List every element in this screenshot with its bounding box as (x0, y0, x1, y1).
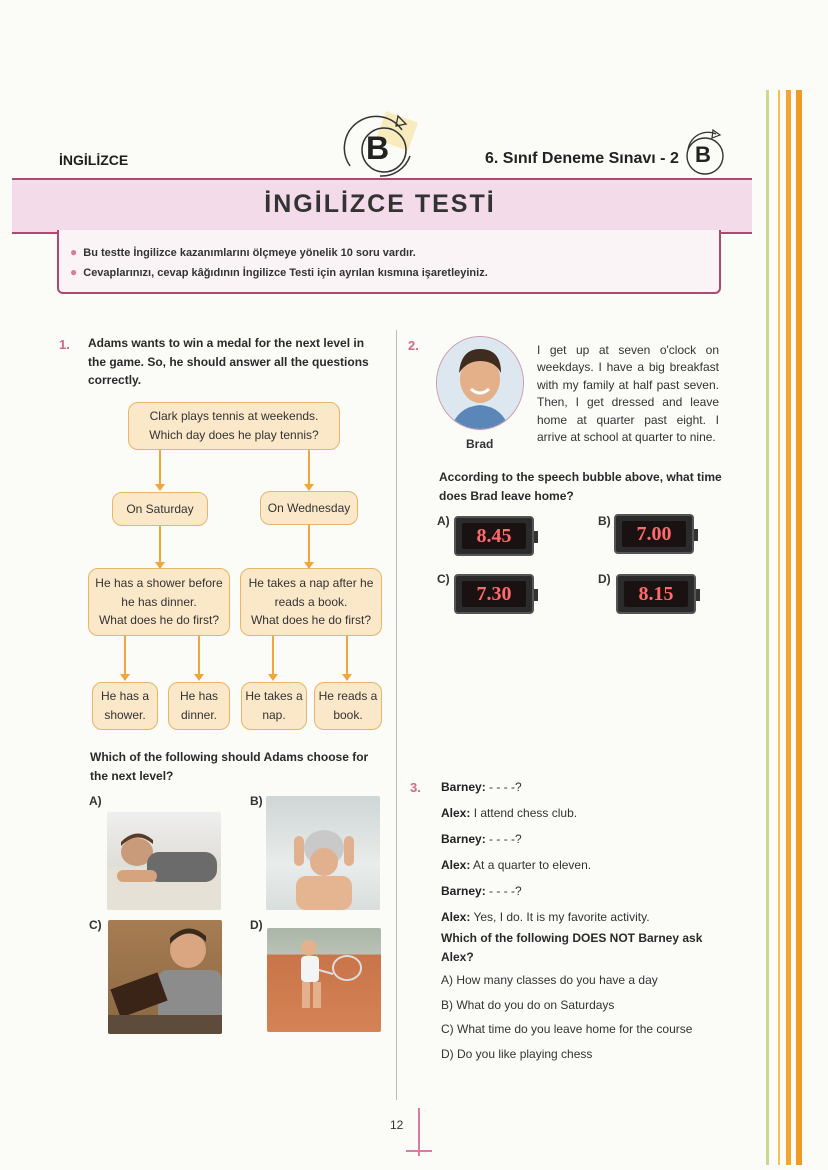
dialogue-line (441, 806, 577, 820)
flow-text: book. (333, 708, 363, 722)
q2-option-b-label: B) (598, 514, 611, 528)
speaker: Alex: (441, 858, 471, 872)
flow-text: he has dinner. (121, 594, 197, 609)
subject-label: İNGİLİZCE (59, 152, 129, 168)
clock-display-d (616, 574, 696, 614)
flow-arrow (194, 674, 204, 681)
flow-text: He takes a (245, 689, 303, 704)
question-part: Barney ask Alex? (441, 931, 703, 964)
flow-text: He has a (100, 689, 150, 704)
q3-question (441, 929, 733, 966)
dialogue-line (441, 832, 522, 846)
flow-arrow (120, 674, 130, 681)
flow-connector (272, 636, 274, 676)
flow-text: On Wednesday (267, 500, 351, 515)
clock-display-c (454, 574, 534, 614)
flow-text: Which day does he play tennis? (149, 428, 319, 442)
clock-button (694, 529, 698, 541)
q1-option-d-label: D) (250, 918, 263, 932)
line-text: At a quarter to eleven. (473, 858, 592, 872)
instruction-text: Bu testte İngilizce kazanımlarını ölçmeye yönelik 10 soru vardır. (83, 247, 416, 259)
flow-text: dinner. (180, 708, 218, 722)
flow-connector (308, 450, 310, 486)
q2-question: According to the speech bubble above, what time does Brad leave home? (439, 470, 722, 503)
flow-text: He takes a nap after he (248, 576, 374, 591)
speaker: Barney: (441, 780, 486, 794)
exam-letter: B (695, 142, 711, 167)
flow-connector (159, 450, 161, 486)
flow-option-wednesday (260, 491, 358, 525)
q1-number: 1. (59, 337, 70, 352)
edge-stripe (786, 90, 791, 1165)
q2-option-a-label: A) (437, 514, 450, 528)
flow-connector (346, 636, 348, 676)
line-text: - - - -? (489, 832, 522, 846)
clock-button (534, 589, 538, 601)
line-text: - - - -? (489, 884, 522, 898)
q3-answer-b: B) What do you do on Saturdays (441, 998, 615, 1012)
flow-text: He reads a (318, 689, 378, 704)
speaker: Barney: (441, 884, 486, 898)
shower-boy-photo (266, 796, 380, 910)
flow-question-right (240, 568, 382, 636)
q1-option-b-label: B) (250, 794, 263, 808)
dialogue-line (441, 884, 522, 898)
flow-connector (198, 636, 200, 676)
flow-arrow (342, 674, 352, 681)
instruction-line: ● Cevaplarınızı, cevap kâğıdının İngilizce Testi için ayrılan kısmına işaretleyiniz. (70, 265, 488, 279)
edge-stripe (778, 90, 780, 1165)
page-mark (406, 1150, 432, 1152)
flow-connector (124, 636, 126, 676)
tennis-boy-photo (267, 928, 381, 1032)
flow-connector (308, 525, 310, 564)
line-text: Yes, I do. It is my favorite activity. (473, 910, 650, 924)
flow-arrow (304, 484, 314, 491)
clock-button (534, 531, 538, 543)
clock-button (696, 589, 700, 601)
flow-text: What does he do first? (250, 613, 372, 628)
brad-name: Brad (466, 437, 494, 451)
q3-answer-a: A) How many classes do you have a day (441, 973, 658, 987)
flow-text: reads a book. (274, 594, 348, 609)
flow-text: Clark plays tennis at weekends. (149, 409, 319, 424)
q2-option-c-label: C) (437, 572, 450, 586)
clock-display-b (614, 514, 694, 554)
exam-logo (680, 128, 730, 176)
speaker: Alex: (441, 806, 471, 820)
q2-option-d-label: D) (598, 572, 611, 586)
q3-answer-d: D) Do you like playing chess (441, 1047, 593, 1061)
dialogue-line (441, 910, 650, 924)
q1-prompt: Adams wants to win a medal for the next level in the game. So, he should answer all the questions correctly. (88, 336, 369, 388)
exam-title: 6. Sınıf Deneme Sınavı - 2 (485, 150, 679, 167)
brad-avatar (436, 336, 524, 430)
speaker: Barney: (441, 832, 486, 846)
flow-answer-shower (92, 682, 158, 730)
flow-arrow (155, 484, 165, 491)
flow-answer-nap (241, 682, 307, 730)
q1-option-c-label: C) (89, 918, 102, 932)
booklet-logo (340, 108, 420, 178)
instruction-text: Cevaplarınızı, cevap kâğıdının İngilizce Testi için ayrılan kısmına işaretleyiniz. (83, 267, 488, 279)
sleeping-man-photo (107, 812, 221, 910)
flow-question-left (88, 568, 230, 636)
question-emphasis: DOES NOT (572, 931, 635, 945)
reading-boy-photo (108, 920, 222, 1034)
column-divider (396, 330, 397, 1100)
clock-display-a (454, 516, 534, 556)
q1-option-a-label: A) (89, 794, 102, 808)
flow-option-saturday (112, 492, 208, 526)
flow-answer-dinner (168, 682, 230, 730)
page-mark (418, 1108, 420, 1156)
q3-answer-c: C) What time do you leave home for the course (441, 1022, 693, 1036)
question-part: Which of the following (441, 931, 569, 945)
flow-text: He has (179, 689, 219, 704)
flow-root-box (128, 402, 340, 450)
speaker: Alex: (441, 910, 471, 924)
dialogue-line (441, 858, 591, 872)
flow-text: shower. (104, 708, 146, 722)
instruction-line: ● Bu testte İngilizce kazanımlarını ölçmeye yönelik 10 soru vardır. (70, 245, 416, 259)
clock-time: 8.45 (462, 523, 526, 549)
flow-answer-book (314, 682, 382, 730)
booklet-letter: B (366, 130, 390, 166)
q2-number: 2. (408, 338, 419, 353)
flow-text: On Saturday (126, 501, 194, 516)
q3-number: 3. (410, 780, 421, 795)
edge-stripe (766, 90, 769, 1165)
flow-connector (159, 526, 161, 564)
flow-text: He has a shower before (95, 576, 223, 591)
line-text: I attend chess club. (473, 806, 578, 820)
test-title: İNGİLİZCE TESTİ (264, 190, 496, 218)
line-text: - - - -? (489, 780, 522, 794)
flow-text: What does he do first? (98, 613, 220, 628)
clock-time: 8.15 (624, 581, 688, 607)
clock-time: 7.30 (462, 581, 526, 607)
dialogue-line (441, 780, 522, 794)
q1-question: Which of the following should Adams choose for the next level? (90, 750, 369, 783)
page-number: 12 (390, 1118, 404, 1132)
flow-arrow (268, 674, 278, 681)
instructions-box (57, 230, 721, 294)
edge-stripe (796, 90, 802, 1165)
clock-time: 7.00 (622, 521, 686, 547)
speech-bubble: I get up at seven o'clock on weekdays. I have a big breakfast with my family at half past seven. Then, I get dressed and leave home at quarter past eight. I arrive at school at quarter to nine. (537, 343, 719, 444)
flow-text: nap. (262, 708, 286, 722)
